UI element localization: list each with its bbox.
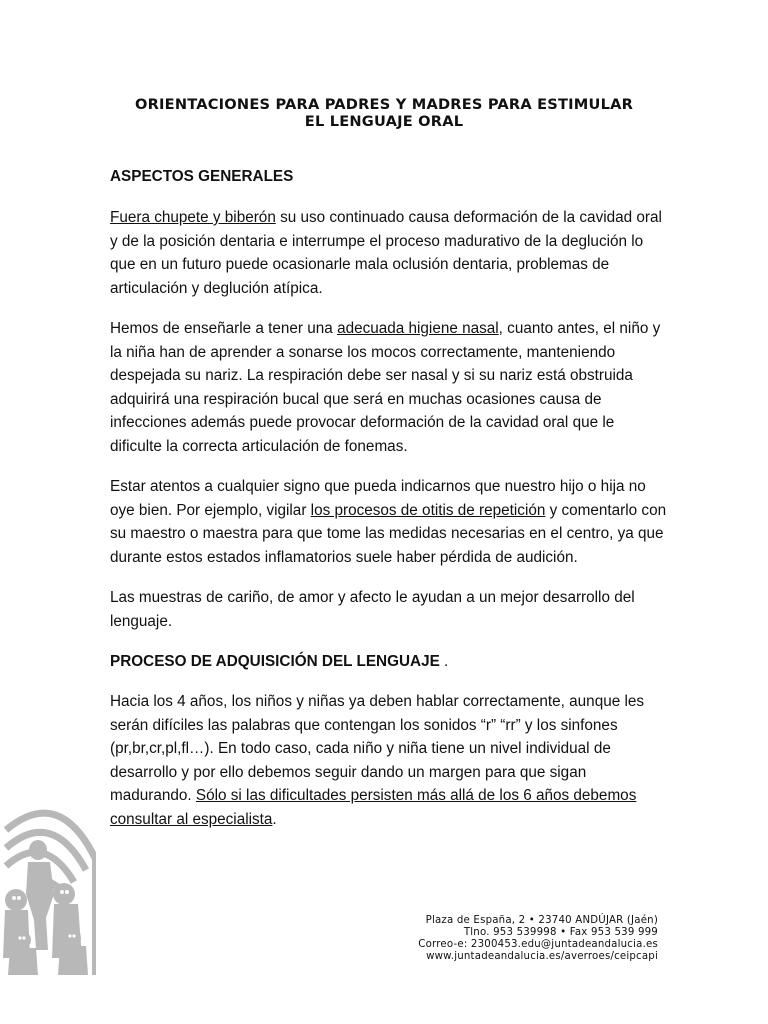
footer-phone: Tlno. 953 539998 • Fax 953 539 999 [463,927,658,938]
underlined-text: Fuera chupete y biberón [110,209,276,226]
section-heading-text: PROCESO DE ADQUISICIÓN DEL LENGUAJE [110,653,440,670]
paragraph-carino [110,586,670,633]
title-line-2: EL LENGUAJE ORAL [304,113,464,130]
document-title [0,96,768,130]
address-footer [418,915,658,963]
paragraph-text: su uso continuado causa deformación de la cavidad oral y de la posición dentaria e interrumpe el proceso madurativo de la deglución lo que en un futuro puede ocasionarle mala oclusión dentaria, problemas de articulación y deglución atípica. [110,209,662,297]
underlined-text: los procesos de otitis de repetición [310,501,546,519]
andalucia-emblem-icon [0,790,96,980]
paragraph-text: . [272,810,277,828]
paragraph-adquisicion [110,690,670,831]
paragraph-text: , cuanto antes, el niño y la niña han de aprender a sonarse los mocos correctamente, manteniendo despejada su nariz. La respiración debe ser nasal y si su nariz está obstruida adquirirá una respiración bucal que será en muchas ocasiones causa de infecciones además puede provocar deformación de la cavidad oral que le dificulte la correcta articulación de fonemas. [110,320,661,455]
section-heading-suffix: . [439,653,449,670]
paragraph-text: y comentarlo con su maestro o maestra para que tome las medidas necesarias en el centro, ya que durante estos estados inflamatorios suele haber pérdida de audición. [110,501,667,566]
paragraph-text: Hacia los 4 años, los niños y niñas ya deben hablar correctamente, aunque les serán difíciles las palabras que contengan los sonidos “r” “rr” y los sinfones (pr,br,cr,pl,fl…). En todo caso, cada niño y niña tiene un nivel individual de desarrollo y por ello debemos seguir dando un margen para que sigan madurando. [110,693,645,804]
paragraph-text: Estar atentos a cualquier signo que pueda indicarnos que nuestro hijo o hija no oye bien. Por ejemplo, vigilar [110,478,646,519]
footer-address: Plaza de España, 2 • 23740 ANDÚJAR (Jaén) [425,915,658,926]
paragraph-chupete [110,206,670,300]
underlined-text: Sólo si las dificultades persisten más allá de los 6 años debemos consultar al especialista [110,787,637,828]
footer-email: Correo-e: 2300453.edu@juntadeandalucia.es [418,939,658,950]
section-heading-aspectos: ASPECTOS GENERALES [110,168,294,185]
paragraph-text: Hemos de enseñarle a tener una [110,320,338,337]
paragraph-audicion [110,475,670,569]
underlined-text: adecuada higiene nasal [337,320,499,337]
paragraph-higiene-nasal [110,317,670,458]
section-heading-proceso [110,653,448,671]
paragraph-text: Las muestras de cariño, de amor y afecto le ayudan a un mejor desarrollo del lenguaje. [110,589,635,630]
footer-website: www.juntadeandalucia.es/averroes/ceipcapi [426,951,658,962]
title-line-1: ORIENTACIONES PARA PADRES Y MADRES PARA ESTIMULAR [134,96,634,113]
